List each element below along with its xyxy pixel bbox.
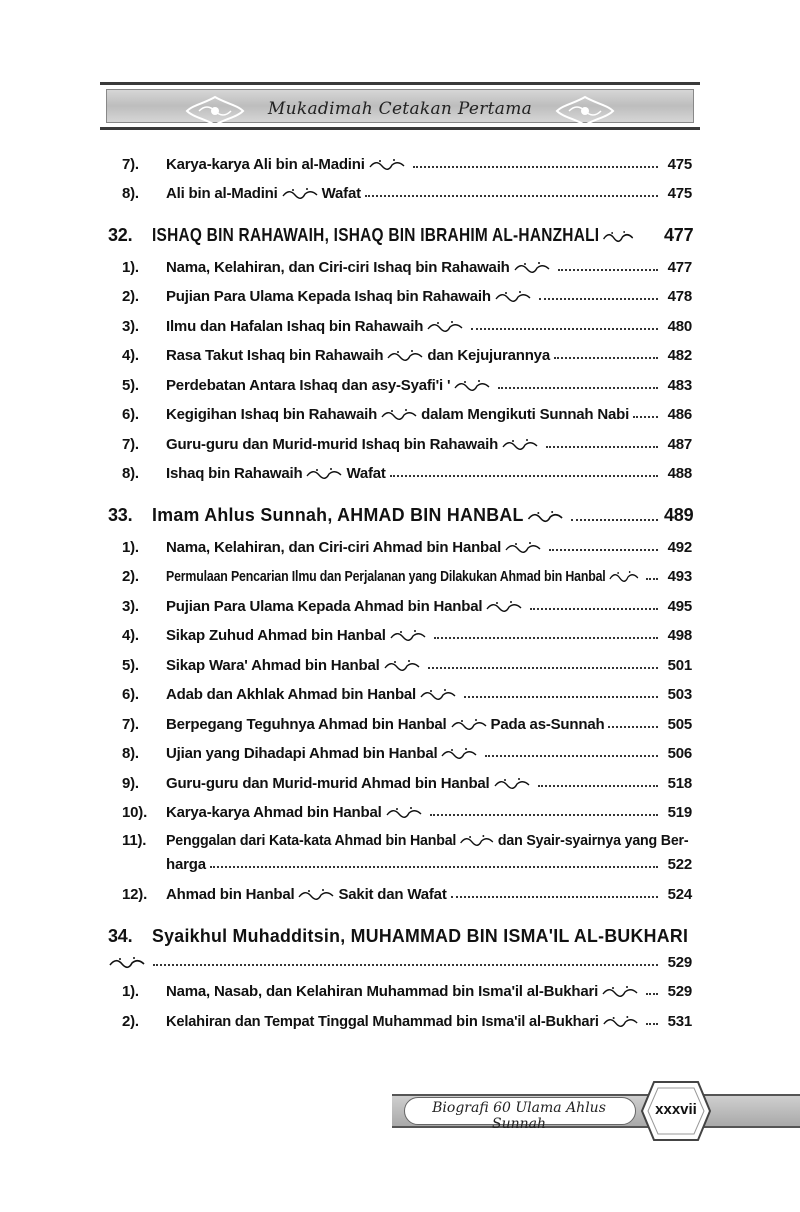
entry-text: Berpegang Teguhnya Ahmad bin Hanbal [166,715,447,733]
entry-number: 5). [122,376,139,394]
entry-text: Kegigihan Ishaq bin Rahawaih [166,406,378,423]
entry-text: Karya-karya Ali bin al-Madini [166,155,365,173]
arabic-honorific-icon [450,717,488,731]
arabic-honorific-icon [602,229,635,243]
toc-entry[interactable] [108,733,692,763]
entry-title [166,288,535,305]
entry-page: 487 [667,435,692,453]
entry-text: Penggalan dari Kata-kata Ahmad bin Hanbal [166,832,457,849]
toc-section-heading-continuation[interactable] [108,947,692,971]
entry-page: 492 [667,538,692,556]
entry-number: 2). [122,1012,139,1030]
entry-number: 9). [122,774,139,792]
entry-text: Ujian yang Dihadapi Ahmad bin Hanbal [166,745,438,762]
header-title: Mukadimah Cetakan Pertama [267,99,533,119]
entry-number: 8). [122,465,139,482]
entry-title [166,598,526,615]
toc-entry[interactable] [108,246,692,276]
section-page: 529 [667,953,692,971]
entry-text: Ishaq bin Rahawaih [166,465,303,482]
toc-entry[interactable] [108,762,692,792]
entry-number: 1). [122,258,139,276]
entry-text-after: dan Kejujurannya [427,347,550,364]
entry-page: 506 [667,745,692,762]
section-honorific [108,954,149,971]
entry-title [166,259,554,276]
arabic-honorific-icon [608,569,639,583]
toc-entry[interactable] [108,792,692,822]
entry-number: 2). [122,288,139,305]
header-inner-band [106,89,694,123]
dot-leader [498,387,658,389]
section-number: 32. [108,225,133,245]
entry-text: Ali bin al-Madini [166,185,278,202]
entry-page: 519 [667,804,692,821]
entry-text: Ilmu dan Hafalan Ishaq bin Rahawaih [166,317,424,335]
dot-leader [558,269,658,271]
entry-text-after: Wafat [321,185,361,202]
entry-number: 6). [122,406,139,423]
entry-text: Pujian Para Ulama Kepada Ahmad bin Hanbal [166,597,483,615]
entry-text: Pujian Para Ulama Kepada Ishaq bin Rahawaih [166,288,491,305]
arabic-honorific-icon [601,984,639,998]
entry-page: 495 [667,597,692,615]
dot-leader [390,475,658,477]
dot-leader [365,195,658,197]
toc-entry-continuation[interactable] [108,849,692,873]
toc-entry[interactable] [108,615,692,645]
toc-entry[interactable] [108,644,692,674]
toc-section-heading[interactable] [108,492,692,526]
toc-entry[interactable] [108,364,692,394]
entry-title [166,406,629,423]
arabic-honorific-icon [501,437,539,451]
entry-text: Guru-guru dan Murid-murid Ahmad bin Hanbal [166,774,490,792]
entry-text-after: dalam Mengikuti Sunnah Nabi [421,406,630,423]
entry-title [166,185,361,202]
toc-entry-wrapped[interactable] [108,821,692,849]
entry-title [166,775,534,792]
arabic-honorific-icon [368,157,406,171]
entry-title [166,377,494,394]
arabic-honorific-icon [419,687,457,701]
dot-leader [538,785,658,787]
toc-entry[interactable] [108,276,692,306]
toc-entry[interactable] [108,453,692,483]
toc-entry[interactable] [108,423,692,453]
entry-text: Perdebatan Antara Ishaq dan asy-Syafi'i ' [166,376,451,394]
entry-text: Nama, Kelahiran, dan Ciri-ciri Ahmad bin Hanbal [166,538,502,556]
arabic-honorific-icon [383,658,421,672]
entry-page: 501 [667,656,692,674]
dot-leader [571,519,658,521]
entry-title [166,436,542,453]
entry-text: Rasa Takut Ishaq bin Rahawaih [166,347,384,364]
footer-book-title: Biografi 60 Ulama Ahlus Sunnah [432,1100,606,1132]
entry-page: 478 [667,288,692,305]
entry-title [166,686,460,703]
dot-leader [530,608,658,610]
entry-number: 8). [122,185,139,202]
entry-page: 518 [667,774,692,792]
arabic-honorific-icon [453,378,491,392]
entry-text: Nama, Kelahiran, dan Ciri-ciri Ishaq bin Rahawaih [166,258,510,276]
toc-entry[interactable] [108,305,692,335]
entry-page: 522 [667,856,692,873]
entry-page: 493 [667,568,692,585]
dot-leader [464,696,658,698]
entry-number: 5). [122,656,139,674]
entry-title [166,568,642,585]
entry-number: 12). [122,885,148,903]
entry-number: 3). [122,317,139,335]
entry-text-after: Wafat [346,465,386,482]
arabic-honorific-icon [513,260,551,274]
section-page: 489 [664,505,694,525]
running-header [100,82,700,130]
toc-entry[interactable] [108,674,692,704]
entry-number: 7). [122,715,139,733]
entry-page: 486 [667,406,692,423]
table-of-contents [108,143,692,1030]
toc-entry[interactable] [108,526,692,556]
dot-leader [554,357,658,359]
entry-text: Permulaan Pencarian Ilmu dan Perjalanan yang Dilakukan Ahmad bin Hanbal [166,568,606,585]
entry-number: 4). [122,347,139,364]
arabic-honorific-icon [504,540,542,554]
entry-title-continued: harga [166,856,206,873]
entry-title [166,156,409,173]
arabic-honorific-icon [426,319,464,333]
entry-title [166,539,545,556]
arabic-honorific-icon [297,887,335,901]
dot-leader [471,328,658,330]
arabic-honorific-icon [485,599,523,613]
dot-leader [430,814,658,816]
section-number: 33. [108,505,133,525]
entry-page: 498 [667,627,692,644]
entry-page: 475 [667,185,692,202]
dot-leader [546,446,658,448]
entry-page: 505 [667,715,692,733]
arabic-honorific-icon [281,186,319,200]
arabic-honorific-icon [602,1014,639,1028]
arabic-honorific-icon [385,805,423,819]
entry-page: 483 [667,376,692,394]
entry-text: Karya-karya Ahmad bin Hanbal [166,804,382,821]
dot-leader [633,416,658,418]
entry-number: 3). [122,597,139,615]
entry-text: Sikap Wara' Ahmad bin Hanbal [166,656,380,674]
toc-entry[interactable] [108,873,692,903]
arabic-honorific-icon [493,776,531,790]
entry-title [166,627,430,644]
dot-leader [153,964,658,966]
dot-leader [428,667,658,669]
toc-entry[interactable] [108,703,692,733]
toc-entry[interactable] [108,335,692,365]
arabic-honorific-icon [386,348,424,362]
toc-entry[interactable] [108,971,692,1001]
entry-text: Nama, Nasab, dan Kelahiran Muhammad bin Isma'il al-Bukhari [166,983,599,1000]
entry-title [166,716,604,733]
entry-number: 11). [122,832,147,849]
entry-title [166,347,550,364]
section-title [152,225,637,246]
entry-page: 482 [667,347,692,364]
toc-entry[interactable] [108,1000,692,1030]
arabic-honorific-icon [459,833,495,847]
section-title [152,505,567,526]
arabic-honorific-icon [527,509,565,523]
dot-leader [210,866,658,868]
entry-title [166,657,424,674]
entry-text-after: Pada as-Sunnah [490,715,605,733]
entry-text: Guru-guru dan Murid-murid Ishaq bin Rahawaih [166,435,499,453]
section-title: Syaikhul Muhadditsin, MUHAMMAD BIN ISMA'IL AL-BUKHARI [152,925,689,946]
arabic-honorific-icon [108,955,146,969]
section-text: ISHAQ BIN RAHAWAIH, ISHAQ BIN IBRAHIM AL-HANZHALI [152,225,600,245]
entry-text-after: dan Syair-syairnya yang Ber- [497,832,689,849]
entry-text: Ahmad bin Hanbal [166,885,295,903]
arabic-honorific-icon [305,466,343,480]
dot-leader [646,1023,658,1025]
entry-number: 2). [122,568,139,585]
dot-leader [451,896,658,898]
arabic-honorific-icon [389,628,427,642]
arabic-honorific-icon [494,289,532,303]
dot-leader [413,166,658,168]
entry-page: 475 [667,155,692,173]
entry-page: 480 [667,317,692,335]
entry-title [166,886,447,903]
entry-text: Kelahiran dan Tempat Tinggal Muhammad bin Isma'il al-Bukhari [166,1012,599,1030]
toc-entry[interactable] [108,173,692,203]
entry-title [166,804,426,821]
dot-leader [608,726,658,728]
toc-entry[interactable] [108,585,692,615]
entry-page: 477 [667,258,692,276]
entry-page: 488 [667,465,692,482]
dot-leader [549,549,658,551]
entry-title [166,745,481,762]
arabic-honorific-icon [440,746,478,760]
toc-entry[interactable] [108,143,692,173]
toc-section-heading[interactable] [108,915,692,947]
dot-leader [539,298,658,300]
dot-leader [485,755,658,757]
entry-number: 6). [122,686,139,703]
entry-number: 4). [122,627,139,644]
entry-page: 529 [667,983,692,1000]
entry-number: 7). [122,155,139,173]
entry-text: Adab dan Akhlak Ahmad bin Hanbal [166,686,417,703]
toc-section-heading[interactable] [108,212,692,246]
entry-number: 1). [122,538,139,556]
section-text: Imam Ahlus Sunnah, AHMAD BIN HANBAL [152,505,524,525]
entry-page: 524 [667,885,692,903]
entry-text-after: Sakit dan Wafat [338,885,447,903]
entry-title [166,465,386,482]
toc-entry[interactable] [108,556,692,586]
entry-title [166,983,642,1000]
entry-number: 1). [122,983,139,1000]
entry-number: 10). [122,804,148,821]
entry-title [166,832,688,849]
dot-leader [434,637,658,639]
dot-leader [646,578,658,580]
entry-page: 503 [667,686,692,703]
page-number: xxxvii [655,1101,697,1118]
dot-leader [646,993,658,995]
entry-title [166,318,467,335]
entry-page: 531 [667,1012,692,1030]
entry-title [166,1013,642,1030]
right-ornament-icon [555,93,615,129]
toc-entry[interactable] [108,394,692,424]
section-page: 477 [664,225,694,245]
arabic-honorific-icon [380,407,418,421]
entry-number: 8). [122,745,139,762]
entry-number: 7). [122,435,139,453]
entry-text: Sikap Zuhud Ahmad bin Hanbal [166,627,386,644]
section-number: 34. [108,925,133,946]
